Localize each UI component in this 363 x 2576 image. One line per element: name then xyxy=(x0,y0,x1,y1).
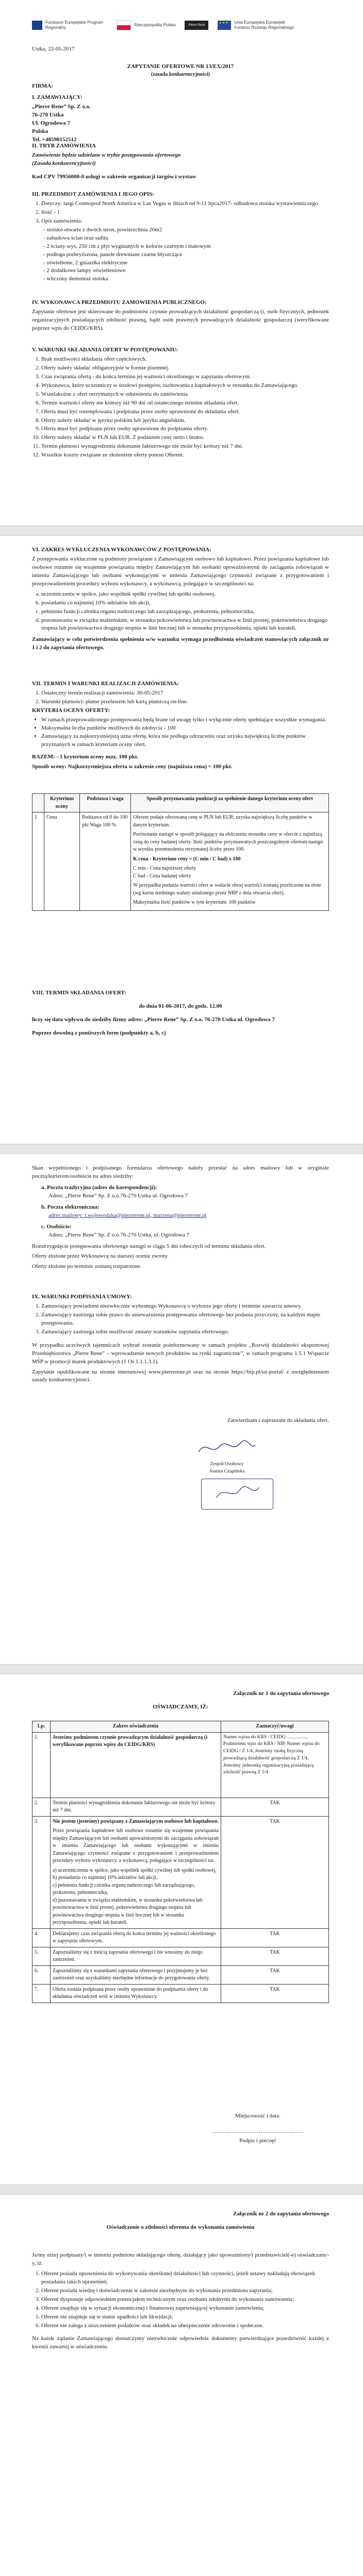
logo-bar xyxy=(32,12,329,38)
page-3 xyxy=(0,1154,363,1674)
termin-skladania-forms: Poprzez dowolną z poniższych form (podpunkty a, b, c) xyxy=(32,1029,166,1036)
warunki-item: 12. Wszelkie koszty związane ze złożeniem oferty ponosi Oferent. xyxy=(41,451,329,460)
zalacznik2-item: 2. Oferent posiada wiedzę i doświadczenie w zakresie niezbędnym do wykonania przedmiotu zapytania; xyxy=(41,2287,329,2295)
header-block xyxy=(32,45,329,56)
firma-line: 76-270 Ustka xyxy=(32,111,64,118)
signature-icon xyxy=(196,1437,258,1458)
sign-line: ............................................... xyxy=(212,2128,304,2134)
opis-line: - 2 dodatkowe lampy oświetleniowe xyxy=(43,267,126,274)
przedmiot-item: 1. Dotyczy: targi Cosmoprof North America w Las Vegas w dniach od 9-11 lipca2017- odbudowa stoiska wystawienniczego xyxy=(41,200,329,208)
kryteria-item: • Maksymalna liczba punktów możliwych do zdobycia - 100 xyxy=(41,724,329,733)
kryteria-desc: C bad - Cena badanej oferty xyxy=(133,873,191,879)
zalacznik2-item: 1. Oferent posiada uprawnienia do wykonywania określonej działalności lub czynności, jeżeli ustawy nakładają obowiązek posiadania takich uprawnień; xyxy=(41,2270,329,2286)
warunki-label: V. WARUNKI SKŁADANIA OFERT W POSTĘPOWANIU: xyxy=(32,347,178,353)
termin-section xyxy=(32,680,329,773)
page-break xyxy=(0,2184,363,2195)
table-row xyxy=(32,1928,329,1947)
table-cell: Termin płatności wynagrodzenia dokonanie fakturowego nie może być krótszy niż 7 dni. xyxy=(51,1798,221,1816)
table-cell[interactable]: TAK xyxy=(221,1965,329,1984)
zalacznik1-table-wrap xyxy=(32,1721,329,2003)
zamawiajacy-label: I. ZAMAWIAJĄCY: xyxy=(32,94,82,100)
zalacznik2-intro: Ja/my niżej podpisany/i w imieniu podmiotu składającego ofertę, działający jako upoważniony/i przedstawiciel(-e) oświadczam/-y, iż: xyxy=(32,2252,329,2266)
table-cell: Zapoznaliśmy się z warunkami zapytania ofertowego i przyjmujemy je bez zastrzeżeń oraz uzyskaliśmy niezbędne informacje do przygotowania oferty. xyxy=(51,1965,221,1984)
place-label: Miejscowość i data: xyxy=(235,2113,280,2119)
warunki-item: 1. Brak możliwości składania ofert częściowych. xyxy=(41,355,329,364)
page-2 xyxy=(0,536,363,1154)
logo-rp: Rzeczpospolita Polska xyxy=(117,20,175,30)
warunki-item: 6. Termin ważności oferty nie krótszy niż 90 dni od ostatecznego terminu składania ofert. xyxy=(41,399,329,408)
table-header: Zakres oświadczenia xyxy=(51,1721,221,1733)
oswiadczenie-sub: c) pełnieniu funkcji członka organu nadzorczego lub zarządzającego, prokurenta, pełnomocnika, xyxy=(53,1882,195,1895)
sposob-section xyxy=(32,1164,329,1273)
oswiadczenie-text: Nie jestem (jesteśmy) powiązany z Zamawiającym osobowo lub kapitałowo. xyxy=(53,1818,219,1824)
sposob-a-value: Adres: „Pierre Rene” Sp. Z o.o.76-270 Ustka ul. Ogrodowa 7 xyxy=(48,1192,188,1199)
wykluczenie-section xyxy=(32,546,329,654)
warunki-item: 4. Wykonawca, który uczestniczy w środowi postępów, zachowania z kapitałowych w stosunku do Zamawiającego. xyxy=(41,382,329,390)
warunki-item: 8. Oferty należy składać w języku polskim lub języku angielskim. xyxy=(41,417,329,425)
sposob-b-label: b. Poczta elektroniczna: xyxy=(41,1204,100,1210)
table-cell xyxy=(51,1816,221,1928)
termin-item: 2. Warunki płatności: płatne przelewem lub kartą płatniczą on-line. xyxy=(41,698,329,706)
kryteria-desc: Porównanie nastąpi w sposób polegający na obliczeniu stosunku ceny w ofercie z najniższą ceną do ceny badanej oferty. Ilość punktów przyznawanych poszczególnym ofertom nastąpi w wyniku przemnożenia otrzymanej liczby przez 100. xyxy=(133,832,323,852)
umowa-label: IX. WARUNKI PODPISANIA UMOWY: xyxy=(32,1294,132,1300)
wykluczenie-note: Zamawiający w celu potwierdzenia spełnienia w/w warunku wymaga przedłożenia oświadczeń stanowiących załącznik nr 1 i 2 do zapytania ofertowego. xyxy=(32,636,329,651)
zatwierdzam-text: Zatwierdzam i zapraszam do składania ofert. xyxy=(227,1417,329,1423)
table-cell: 1. xyxy=(32,1732,51,1798)
razem-label: RAZEM: - 1 kryterium oceny max. 100 pkt. xyxy=(32,753,139,760)
table-cell: 6. xyxy=(32,1965,51,1984)
firma-line: „Pierre Rene” Sp. Z o.o. xyxy=(32,103,91,110)
zalacznik2-item: 6. Oferent nie zalega z uiszczeniem podatków oraz składek na ubezpieczenie zdrowotne i społeczne. xyxy=(41,2322,329,2330)
doc-title: ZAPYTANIE OFERTOWE NR 13/EX/2017 xyxy=(127,63,234,70)
warunki-item: 3. Czas związania ofertą - do końca terminu jej ważności określonego w zapytaniu ofertowym. xyxy=(41,373,329,381)
sign-label: Podpis i pieczęć xyxy=(239,2137,276,2144)
table-cell[interactable]: TAK xyxy=(221,1798,329,1816)
page-break xyxy=(0,526,363,536)
cpv-section xyxy=(32,173,329,183)
wykonawca-text: Zapytanie ofertowe jest skierowane do podmiotów czynnie prowadzących działalność gospodarczą (i, osób fizycznych, jednostek organizacyjnych posiadających zdolność prawną, bądź osób prawnych prowadzących działalność gospodarczą (weryfikowane poprzez wpis do CEIDG/KRS). xyxy=(32,308,329,331)
opis-line: - wliczony demontaż stoiska xyxy=(43,276,108,282)
zalacznik2-label: Załącznik nr 2 do zapytania ofertowego xyxy=(233,2211,329,2217)
kryteria-label: KRYTERIA OCENY OFERTY: xyxy=(32,707,110,714)
kryteria-desc: Oferent podaje oferowaną cenę w PLN lub EUR; uzyska największą liczbę punktów w danym kryterium. xyxy=(133,815,312,828)
brand-logo-icon: Pierre René xyxy=(185,21,208,30)
company-stamp xyxy=(201,1479,273,1510)
tryb-line2: (Zasada konkurencyjności) xyxy=(32,160,96,166)
opis-line: - stoisko otwarte z dwóch stron, powierzchnia 20m2 xyxy=(43,226,162,233)
termin-skladania-section xyxy=(32,989,329,1040)
opis-line: - podłoga podwyższona, panele drewniane czarne błyszczące xyxy=(43,251,183,258)
zalacznik2-item: 3. Oferent dysponuje odpowiednim potencjałem technicznym oraz osobami zdolnymi do wykonania zamówienia; xyxy=(41,2296,329,2304)
table-row xyxy=(32,1732,329,1798)
page-4 xyxy=(0,1674,363,2195)
oswiadczenia-table xyxy=(32,1721,329,2003)
tryb-section xyxy=(32,142,329,168)
umowa-item: 1. Zamawiający powiadomi niezwłocznie wybranego Wykonawcę o wyborze jego oferty i terminie zawarcia umowy. xyxy=(41,1302,329,1311)
przedmiot-item: 3. Opis zamówienia: xyxy=(41,217,329,226)
signature-name: Joanna Czapińska xyxy=(209,1468,245,1474)
table-header xyxy=(32,794,44,812)
table-header: Zaznaczyć/uwagi xyxy=(221,1721,329,1733)
table-cell[interactable]: TAK xyxy=(221,1928,329,1947)
title-block xyxy=(32,63,329,78)
table-cell xyxy=(131,812,329,911)
firma-label: FIRMA: xyxy=(32,83,53,89)
stamp-signature-icon xyxy=(211,1482,263,1503)
table-row xyxy=(32,1947,329,1965)
logo-ue: ★★★ Unia Europejska Europejski Fundusz Rozwoju Regionalnego xyxy=(218,20,296,30)
wykluczenie-label: VI. ZAKRES WYKLUCZENIA WYKONAWCÓW Z POSTĘPOWANIA: xyxy=(32,547,211,553)
table-cell: 2. xyxy=(32,1798,51,1816)
warunki-item: 9. Oferta musi być podpisana przez osoby uprawnione do podpisania oferty. xyxy=(41,425,329,433)
warunki-item: 2. Oferty należy składać obligatoryjnie w formie pisemnej. xyxy=(41,364,329,372)
warunki-section xyxy=(32,346,329,460)
umowa-section xyxy=(32,1293,329,1386)
table-cell: 5. xyxy=(32,1947,51,1965)
wykluczenie-item: b. posiadaniu co najmniej 10% udziałów lub akcji, xyxy=(41,599,329,607)
table-cell: 4. xyxy=(32,1928,51,1947)
firma-section xyxy=(32,82,329,144)
page-5 xyxy=(0,2195,363,2576)
kryteria-table-wrap xyxy=(32,793,329,911)
termin-skladania-label: VIII. TERMIN SKŁADANIA OFERT: xyxy=(32,990,126,996)
zalacznik2-footer: Na każde żądanie Zamawiającego dostarczymy niezwłocznie odpowiednie dokumenty potwierdzające prawdziwość każdej z kwestii zawartej w oświadczeniu. xyxy=(32,2335,329,2350)
przedmiot-label: III. PRZEDMIOT ZAMÓWIENIA I JEGO OPIS: xyxy=(32,191,154,197)
zalacznik2-body xyxy=(32,2251,329,2353)
oswiadczenie-sub: Przez powiązania kapitałowe lub osobowe rozumie się wzajemne powiązania między Zamawiającym lub osobami upoważnionymi do zaciągania zobowiązań w imieniu Zamawiającego lub osobami wykonującymi w imieniu Zamawiającego czynności związane z przygotowaniem i przeprowadzeniem procedury wyboru wykonawcy, a wykonawcą, polegające w szczególności na: xyxy=(53,1828,219,1863)
zalacznik2-header xyxy=(32,2210,329,2234)
sposob-c-value: Adres: „Pierre Rene” Sp. Z o.o.76-270 Ustka, ul. Ogrodowa 7 xyxy=(48,1231,190,1238)
table-row xyxy=(32,1984,329,2003)
warunki-item: 7. Oferta musi być ostemplowana i podpisana przez osoby uprawnione do składania ofert. xyxy=(41,408,329,416)
email-link[interactable]: adres mailowy: t.wojewodzka@pierrerene.pl, marzena@pierrerene.pl xyxy=(48,1212,207,1218)
table-cell: Jesteśmy podmiotem czynnie prowadzącym działalność gospodarczą (i weryfikowane poprzez wpisy do CEIDG/KRS) xyxy=(51,1732,221,1798)
table-cell: 3. xyxy=(32,1816,51,1928)
wykonawca-section xyxy=(32,299,329,335)
termin-skladania-address: liczy się data wpływu do siedziby firmy adres: „Pierre Rene” Sp. Z o.o. 76-270 Ustka ul. Ogrodowa 7 xyxy=(32,1016,275,1023)
sposob-intro: Skan wypełnionego i podpisanego formularza ofertowego należy przesłać na adres mailowy lub w oryginale pocztą/kurierem/osobiście na adres siedziby: xyxy=(32,1165,329,1179)
table-row xyxy=(32,1816,329,1928)
firma-line: Tel. +48598152512 xyxy=(32,136,77,143)
oswiadczenie-sub: d) pozostawaniu w związku małżeńskim, w stosunku pokrewieństwa lub powinowactwa w linii prostej, pokrewieństwa drugiego stopnia lub powinowactwa drugiego stopnia w linii bocznej lub w stosunku przysposobienia, opieki lub kurateli. xyxy=(53,1897,203,1925)
sposob-note: Rozstrzygnięcie postępowania ofertowego nastąpi w ciągu 5 dni roboczych od terminu składania ofert. xyxy=(32,1243,266,1249)
tryb-line1: Zamówienie będzie udzielane w trybie postępowania ofertowego xyxy=(32,151,181,158)
sposob-note: Oferty złożone po terminie zostaną rozpatrzone. xyxy=(32,1263,141,1270)
wykluczenie-item: c. pełnieniu funkcji członka organu nadzorczego lub zarządzającego, prokurenta, pełnomocnika, xyxy=(41,608,329,616)
opis-line: - 2 ściany wys. 250 cm z płyt wyginanych w kolorze czarnym i matowym xyxy=(43,243,211,249)
date-line: Ustka, 22-05-2017 xyxy=(32,46,75,52)
table-cell: Deklarujemy czas związania ofertą do końca terminu jej ważności określonego w zapytaniu ofertowym. xyxy=(51,1928,221,1947)
cpv-code: Kod CPV 79956000-0 usługi w zakresie organizacji targów i wystaw xyxy=(32,174,196,180)
opis-line: - zabudowa ścian oraz sufitu xyxy=(43,234,108,241)
table-cell: Podstawa od 0 do 100 pkt Waga 100 % xyxy=(80,812,131,911)
table-cell: Cena xyxy=(44,812,80,911)
table-header: Sposób przyznawania punktacji za spełnienie danego kryterium oceny ofert xyxy=(131,794,329,812)
zalacznik2-title: Oświadczenie o zdolności oferenta do wykonania zamówienia xyxy=(106,2224,255,2230)
zalacznik1-header xyxy=(32,1690,329,1714)
termin-label: VII. TERMIN I WARUNKI REALIZACJI ZAMÓWIENIA: xyxy=(32,681,179,687)
table-cell[interactable]: TAK xyxy=(221,1816,329,1928)
table-header: Kryterium oceny xyxy=(44,794,80,812)
oswiadczenie-sub: a) uczestniczeniu w spółce, jako wspólnik spółki cywilnej lub spółki osobowej, xyxy=(53,1867,217,1873)
table-cell[interactable]: TAK xyxy=(221,1984,329,2003)
kryteria-item: • W ramach przeprowadzonego postępowania będą brane od uwagę tylko i wyłącznie oferty spełniające wszystkie wymagania. xyxy=(41,716,329,724)
page-break xyxy=(0,1664,363,1674)
zalacznik1-title: OŚWIADCZAMY, IŻ: xyxy=(153,1703,208,1710)
sposob-a-label: a. Poczta tradycyjna (adres do korespondencji): xyxy=(41,1184,157,1191)
zalacznik2-item: 5. Oferent nie znajduje się w stanie upadłości lub likwidacji; xyxy=(41,2313,329,2321)
umowa-item: 3. Zamawiający zastrzega sobie możliwość zmiany warunków zapytania ofertowego. xyxy=(41,1328,329,1336)
wykonawca-label: IV. WYKONAWCA PRZEDMIOTU ZAMÓWIENIA PUBLICZNEGO: xyxy=(32,299,207,306)
zalacznik1-sign xyxy=(206,2112,309,2147)
kryteria-table xyxy=(32,793,329,911)
wykluczenie-item: d. pozostawaniu w związku małżeńskim, w stosunku pokrewieństwa lub powinowactwa w linii prostej, pokrewieństwa drugiego stopnia lub powinowactwa drugiego stopnia w linii bocznej lub w stosunku przysposobienia, opieki lub kurateli. xyxy=(41,617,329,633)
table-cell: 1 xyxy=(32,812,44,911)
termin-skladania-date: do dnia 01-06-2017, do godz. 12.00 xyxy=(139,1003,222,1009)
publikacja-info: Zapytanie opublikowane na stronie internetowej www.pierrerene.pl oraz na stronie https://bip.pl/uz-portal/ z uwzględnieniem zasady konkurencyjności. xyxy=(32,1368,329,1383)
table-cell[interactable]: TAK xyxy=(221,1947,329,1965)
sposob-note: Oferty złożone przez Wykonawcę na starszej ocenie zwroty. xyxy=(32,1253,169,1260)
logo-pierre-rene xyxy=(185,21,208,30)
warunki-item: 10. Oferty należy składać w PLN lub EUR. Z podaniem ceny netto i brutto. xyxy=(41,434,329,442)
wykluczenie-text: Z postępowania wykluczone są podmioty powiązane z Zamawiającym osobowo lub kapitałowo. Przez powiązania kapitałowe lub osobowe rozumie się wzajemne powiązania między Zamawiającym lub osobami upoważnionymi do zaciągania zobowiązań w imieniu Zamawiającego lub osobami wykonującymi w imieniu Zamawiającego czynności związane z przygotowaniem i przeprowadzeniem procedury wyboru wykonawcy, a wykonawcą, polegające w szczególności na: xyxy=(32,555,329,587)
firma-line: Ul. Ogrodowa 7 xyxy=(32,120,71,126)
logo-fundusze: Fundusze Europejskie Program Regionalny xyxy=(32,20,107,30)
table-cell[interactable]: Numer wpisu do KRS / CEIDG: ..............., Podmiotem wpis do KRS / NIP, Numer wpisu do CEIDG / Z 1/4, Jesteśmy osobą fizyczną prowadzącą działalność gospodarczą Z 1/4, Jesteśmy jednostką organizacyjną posiadającą zdolność prawną Z 1/4 xyxy=(221,1732,329,1798)
przedmiot-section xyxy=(32,191,329,283)
warunki-item: 11. Termin płatności wynagrodzenia dokonanie fakturowego nie może być krótszy niż 7 dni. xyxy=(41,443,329,451)
projekt-info: W przypadku uczciwych tajemnicach wybrań zostanie poinformowany w ramach projektu „Rozwój działalności eksportowej Przedsiębiorstwa „Pierre Rene” – wprowadzenie nowych produktów na rynki zagraniczne”, w ramach programu 1.5.1 Wsparcie MŚP w promocji marek produktowych (1 Oś 1.1.1.3.1). xyxy=(32,1342,329,1365)
table-header: Lp. xyxy=(32,1721,51,1733)
flag-icon xyxy=(117,20,131,30)
page-break xyxy=(0,1144,363,1154)
warunki-item: 5. Wszelakożne z ofert otrzymanych w odniesieniu do zamówienia. xyxy=(41,391,329,399)
table-cell: Oferta została podpisana przez osoby uprawnione do podpisania oferty i do składania oświadczeń woli w imieniu Wykonawcy. xyxy=(51,1984,221,2003)
table-cell: 7. xyxy=(32,1984,51,2003)
umowa-item: 2. Zamawiający zastrzega sobie prawo do unieważnienia postępowania ofertowego bez podania przyczyny, na każdym etapie postępowania. xyxy=(41,1311,329,1328)
kryteria-desc: K cena - Kryterium ceny = (C min / C bad) x 100 xyxy=(133,856,241,862)
sposob-c-label: c. Osobiście: xyxy=(41,1223,72,1230)
tryb-label: II. TRYB ZAMÓWIENIA xyxy=(32,143,96,149)
zalacznik1-label: Załącznik nr 1 do zapytania ofertowego xyxy=(233,1690,329,1697)
table-row xyxy=(32,812,329,911)
firma-line: Polska xyxy=(32,128,48,134)
kryteria-item: • Zamawiający za najkorzystniejszą uzna ofertę, która nie podlega odrzuceniu oraz uzyska największą liczbę punktów przyznanych w ramach kryterium oceny ofert. xyxy=(41,733,329,749)
kryteria-desc: C min - Cena najniższej oferty xyxy=(133,866,196,871)
kryteria-desc: W przypadku podania wartości ofert w walucie obcej wartości zostaną przeliczone na złote (wg kursu średniego waluty ustalonego przez NBP z dnia otwarcia ofert). xyxy=(133,883,321,896)
sposob-oceny: Sposób oceny: Najkorzystniejsza oferta w zakresie ceny (najniższa cena) = 100 pkt. xyxy=(32,764,233,770)
fe-logo-icon xyxy=(32,21,42,30)
wykluczenie-item: a. uczestniczeniu w spółce, jako wspólnik spółki cywilnej lub spółki osobowej, xyxy=(41,590,329,599)
zatwierdzenie xyxy=(32,1417,329,1427)
zalacznik2-item: 4. Oferent znajduje się w sytuacji ekonomicznej i finansowej zapewniającej wykonanie zamówienia; xyxy=(41,2304,329,2313)
kryteria-desc: Maksymalna ilość punktów w tym kryterium: 100 punktów xyxy=(133,900,256,905)
table-row xyxy=(32,1965,329,1984)
doc-subtitle: (zasada konkurencyjności) xyxy=(151,71,210,77)
eu-flag-icon xyxy=(218,21,231,30)
signature-block xyxy=(180,1437,273,1475)
termin-item: 1. Ostateczny termin realizacji zamówienia: 30-05-2017 xyxy=(41,689,329,698)
opis-line: - oświetlenie, 2 gniazdka elektryczne xyxy=(43,259,128,266)
signature-name: Zespół Osobowy xyxy=(210,1461,244,1467)
table-row xyxy=(32,1798,329,1816)
przedmiot-item: 2. Ilość - 1 xyxy=(41,209,329,217)
oswiadczenie-sub: b) posiadaniu co najmniej 10% udziałów lub akcji, xyxy=(53,1875,158,1880)
table-cell: Zapoznaliśmy się z treścią zapytania ofertowego i nie wnosimy do niego zastrzeżeń. xyxy=(51,1947,221,1965)
table-header: Podstawa i waga xyxy=(80,794,131,812)
page-1 xyxy=(0,0,363,536)
